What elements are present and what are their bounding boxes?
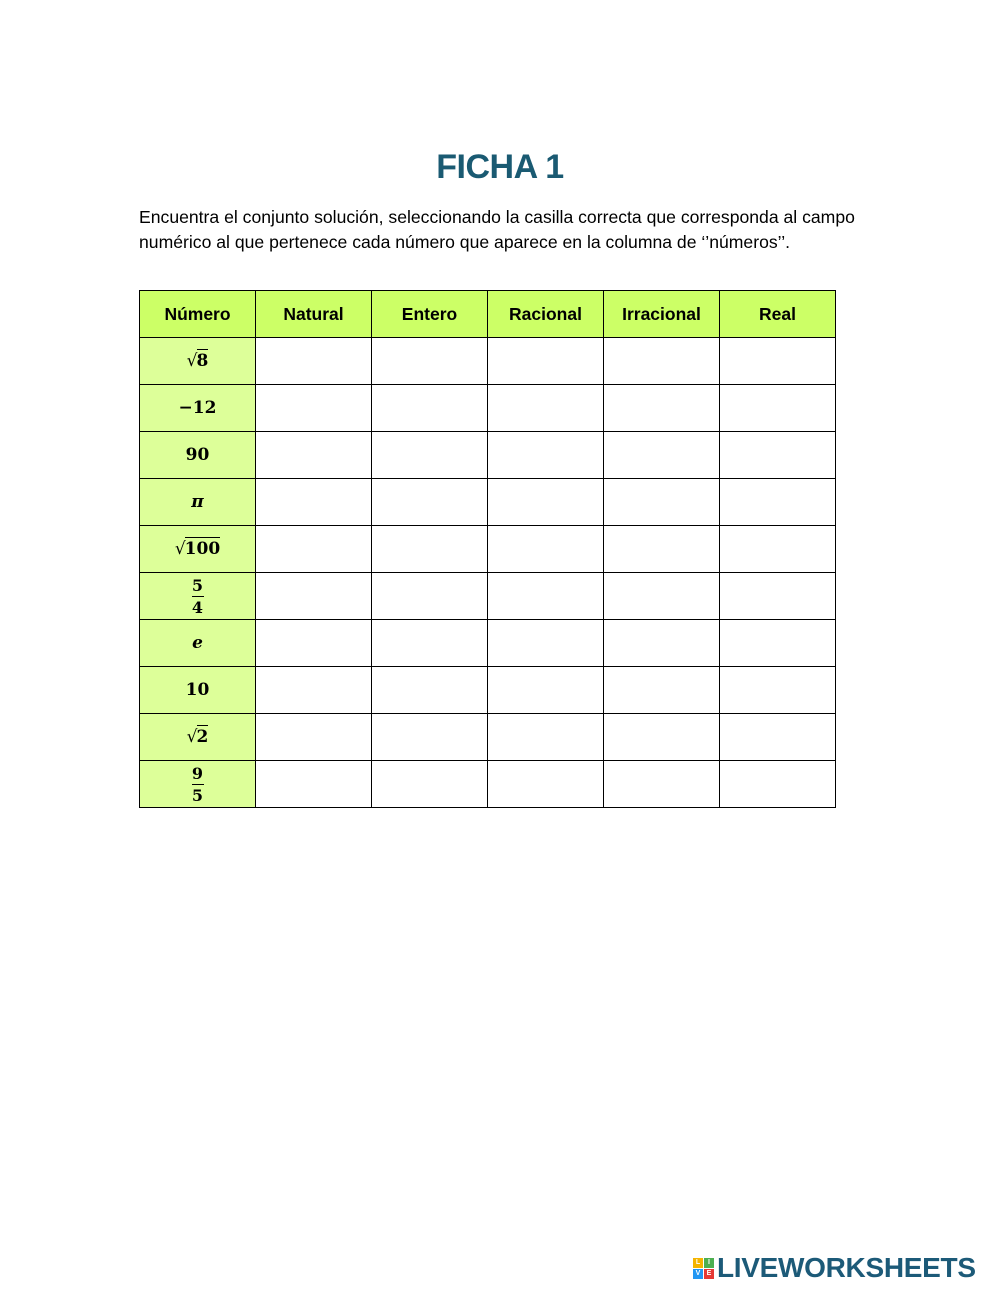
- answer-cell-racional[interactable]: [488, 761, 604, 808]
- fraction: [192, 766, 204, 804]
- answer-cell-racional[interactable]: [488, 526, 604, 573]
- answer-cell-irracional[interactable]: [604, 338, 720, 385]
- answer-cell-entero[interactable]: [372, 385, 488, 432]
- answer-cell-entero[interactable]: [372, 620, 488, 667]
- radicand: 2: [196, 727, 209, 747]
- answer-cell-irracional[interactable]: [604, 526, 720, 573]
- answer-cell-racional[interactable]: [488, 479, 604, 526]
- answer-cell-natural[interactable]: [256, 526, 372, 573]
- answer-cell-racional[interactable]: [488, 385, 604, 432]
- answer-cell-entero[interactable]: [372, 714, 488, 761]
- answer-cell-entero[interactable]: [372, 479, 488, 526]
- number-classification-table: [139, 290, 836, 808]
- answer-cell-irracional[interactable]: [604, 714, 720, 761]
- liveworksheets-logo: [693, 1253, 976, 1283]
- answer-cell-entero[interactable]: [372, 526, 488, 573]
- number-cell: [140, 620, 256, 667]
- table-row: [140, 385, 836, 432]
- answer-cell-entero[interactable]: [372, 761, 488, 808]
- answer-cell-real[interactable]: [720, 714, 836, 761]
- square-root-expression: [187, 351, 209, 371]
- logo-mark-tile: I: [704, 1258, 714, 1268]
- header-irracional: Irracional: [604, 291, 720, 338]
- page-title: FICHA 1: [436, 148, 564, 186]
- radicand: 8: [196, 351, 209, 371]
- answer-cell-irracional[interactable]: [604, 385, 720, 432]
- answer-cell-racional[interactable]: [488, 667, 604, 714]
- fraction-denominator: 4: [191, 598, 204, 617]
- answer-cell-racional[interactable]: [488, 714, 604, 761]
- answer-cell-natural[interactable]: [256, 667, 372, 714]
- answer-cell-natural[interactable]: [256, 761, 372, 808]
- square-root-expression: [175, 539, 220, 559]
- answer-cell-irracional[interactable]: [604, 761, 720, 808]
- radicand: 100: [184, 539, 221, 559]
- answer-cell-real[interactable]: [720, 432, 836, 479]
- fraction-numerator: 9: [191, 764, 204, 783]
- number-cell: [140, 667, 256, 714]
- answer-cell-entero[interactable]: [372, 432, 488, 479]
- table-header-row: [140, 291, 836, 338]
- instructions-text: Encuentra el conjunto solución, seleccionando la casilla correcta que corresponda al campo numérico al que pertenece cada número que aparece en la columna de ‘’números’’.: [139, 207, 855, 252]
- logo-mark-tile: V: [693, 1269, 703, 1279]
- answer-cell-natural[interactable]: [256, 714, 372, 761]
- answer-cell-real[interactable]: [720, 620, 836, 667]
- number-value: 90: [185, 445, 210, 465]
- answer-cell-entero[interactable]: [372, 573, 488, 620]
- header-entero: Entero: [372, 291, 488, 338]
- table-row: [140, 714, 836, 761]
- answer-cell-entero[interactable]: [372, 667, 488, 714]
- logo-text: LIVEWORKSHEETS: [717, 1252, 976, 1283]
- radical-icon: √: [174, 539, 186, 559]
- answer-cell-real[interactable]: [720, 761, 836, 808]
- table-row: [140, 573, 836, 620]
- number-cell: [140, 479, 256, 526]
- logo-mark-tile: L: [693, 1258, 703, 1268]
- table-row: [140, 338, 836, 385]
- answer-cell-real[interactable]: [720, 338, 836, 385]
- logo-mark-icon: [693, 1258, 714, 1279]
- answer-cell-racional[interactable]: [488, 573, 604, 620]
- number-cell: [140, 338, 256, 385]
- number-value: π: [191, 492, 204, 512]
- number-value: 10: [185, 680, 210, 700]
- number-value: e: [192, 633, 203, 653]
- number-value: −12: [178, 398, 217, 418]
- header-natural: Natural: [256, 291, 372, 338]
- header-racional: Racional: [488, 291, 604, 338]
- header-real: Real: [720, 291, 836, 338]
- answer-cell-real[interactable]: [720, 526, 836, 573]
- answer-cell-natural[interactable]: [256, 573, 372, 620]
- answer-cell-real[interactable]: [720, 573, 836, 620]
- answer-cell-irracional[interactable]: [604, 573, 720, 620]
- answer-cell-irracional[interactable]: [604, 620, 720, 667]
- table-row: [140, 620, 836, 667]
- table-row: [140, 761, 836, 808]
- answer-cell-natural[interactable]: [256, 432, 372, 479]
- number-cell: [140, 761, 256, 808]
- logo-mark-tile: E: [704, 1269, 714, 1279]
- answer-cell-racional[interactable]: [488, 620, 604, 667]
- radical-icon: √: [186, 351, 198, 371]
- answer-cell-racional[interactable]: [488, 432, 604, 479]
- answer-cell-irracional[interactable]: [604, 479, 720, 526]
- number-cell: [140, 573, 256, 620]
- table-row: [140, 432, 836, 479]
- answer-cell-irracional[interactable]: [604, 432, 720, 479]
- answer-cell-real[interactable]: [720, 385, 836, 432]
- radical-icon: √: [186, 727, 198, 747]
- number-cell: [140, 714, 256, 761]
- square-root-expression: [187, 727, 209, 747]
- answer-cell-real[interactable]: [720, 479, 836, 526]
- answer-cell-real[interactable]: [720, 667, 836, 714]
- answer-cell-irracional[interactable]: [604, 667, 720, 714]
- header-numero: Número: [140, 291, 256, 338]
- answer-cell-natural[interactable]: [256, 338, 372, 385]
- fraction-numerator: 5: [191, 576, 204, 595]
- table-row: [140, 667, 836, 714]
- number-cell: [140, 432, 256, 479]
- fraction: [192, 578, 204, 616]
- table-row: [140, 526, 836, 573]
- table-row: [140, 479, 836, 526]
- answer-cell-racional[interactable]: [488, 338, 604, 385]
- answer-cell-entero[interactable]: [372, 338, 488, 385]
- answer-cell-natural[interactable]: [256, 385, 372, 432]
- fraction-denominator: 5: [191, 786, 204, 805]
- answer-cell-natural[interactable]: [256, 479, 372, 526]
- number-cell: [140, 385, 256, 432]
- number-cell: [140, 526, 256, 573]
- answer-cell-natural[interactable]: [256, 620, 372, 667]
